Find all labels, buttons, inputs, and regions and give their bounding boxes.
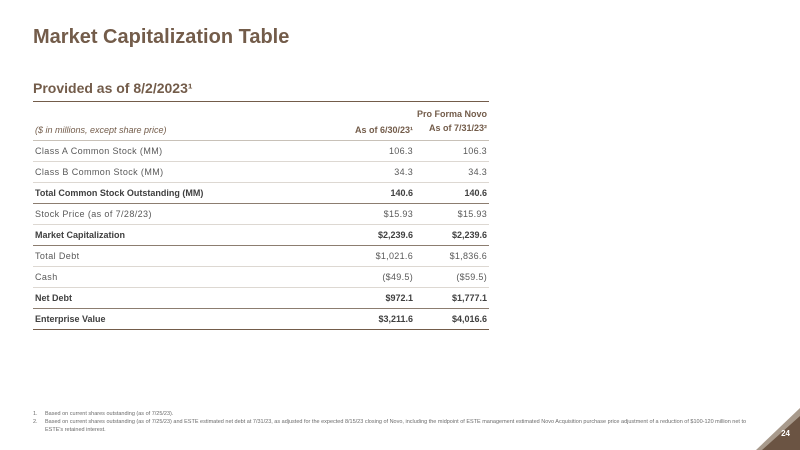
row-label: Net Debt <box>35 293 73 303</box>
row-value-pro-forma: $15.93 <box>457 209 487 219</box>
row-label: Total Debt <box>35 251 80 261</box>
row-value-pro-forma: $1,836.6 <box>449 251 487 261</box>
table-row-cash <box>33 267 489 288</box>
row-value-as-of: ($49.5) <box>382 272 413 282</box>
table-header <box>33 102 489 141</box>
table-row-net-debt <box>33 288 489 309</box>
footnote-2 <box>33 418 753 434</box>
row-label: Stock Price (as of 7/28/23) <box>35 209 152 219</box>
column-header-as-of: As of 6/30/23¹ <box>354 125 413 135</box>
row-value-pro-forma: ($59.5) <box>456 272 487 282</box>
table-row-total-common <box>33 183 489 204</box>
column-header-pro-forma <box>407 107 487 135</box>
table-row-stock-price <box>33 204 489 225</box>
row-label: Class A Common Stock (MM) <box>35 146 163 156</box>
page-subtitle: Provided as of 8/2/2023¹ <box>33 80 193 96</box>
row-value-as-of: $972.1 <box>385 293 413 303</box>
row-label: Class B Common Stock (MM) <box>35 167 164 177</box>
footnote-text: Based on current shares outstanding (as of 7/25/23). <box>45 411 174 417</box>
row-value-as-of: 140.6 <box>390 188 413 198</box>
market-cap-table <box>33 101 489 330</box>
page-title: Market Capitalization Table <box>33 26 290 48</box>
footnotes <box>33 410 753 434</box>
row-value-as-of: 34.3 <box>394 167 413 177</box>
corner-decoration <box>750 408 800 450</box>
footnote-1 <box>33 410 753 418</box>
row-value-pro-forma: $4,016.6 <box>451 314 487 324</box>
page-number: 24 <box>781 429 790 438</box>
row-value-as-of: 106.3 <box>388 146 413 156</box>
table-row-total-debt <box>33 246 489 267</box>
footnote-text: Based on current shares outstanding (as of 7/25/23) and ESTE estimated net debt at 7/31/23, as adjusted for the expected 8/15/23 closing of Novo, including the midpoint of ESTE management estimated Novo Acquisition purchase price adjustment of a reduction of $100-120 million net to ESTE's retained interest. <box>45 419 747 433</box>
row-value-as-of: $2,239.6 <box>377 230 413 240</box>
row-value-as-of: $3,211.6 <box>378 314 413 324</box>
row-value-pro-forma: 106.3 <box>462 146 487 156</box>
table-row-enterprise-value <box>33 309 489 330</box>
table-row-market-cap <box>33 225 489 246</box>
row-value-as-of: $15.93 <box>383 209 413 219</box>
table-row-class-a <box>33 141 489 162</box>
row-value-pro-forma: $1,777.1 <box>451 293 487 303</box>
row-value-pro-forma: $2,239.6 <box>451 230 487 240</box>
column-header-pro-forma-line2: As of 7/31/23² <box>428 123 487 133</box>
column-header-pro-forma-line1: Pro Forma Novo <box>416 109 487 119</box>
row-value-pro-forma: 34.3 <box>468 167 487 177</box>
row-label: Total Common Stock Outstanding (MM) <box>35 188 204 198</box>
row-label: Market Capitalization <box>35 230 126 240</box>
row-label: Cash <box>35 272 58 282</box>
footnote-number: 2. <box>33 419 38 425</box>
row-value-pro-forma: 140.6 <box>464 188 487 198</box>
units-note: ($ in millions, except share price) <box>35 125 167 135</box>
row-value-as-of: $1,021.6 <box>375 251 413 261</box>
footnote-number: 1. <box>33 411 38 417</box>
row-label: Enterprise Value <box>35 314 106 324</box>
table-row-class-b <box>33 162 489 183</box>
